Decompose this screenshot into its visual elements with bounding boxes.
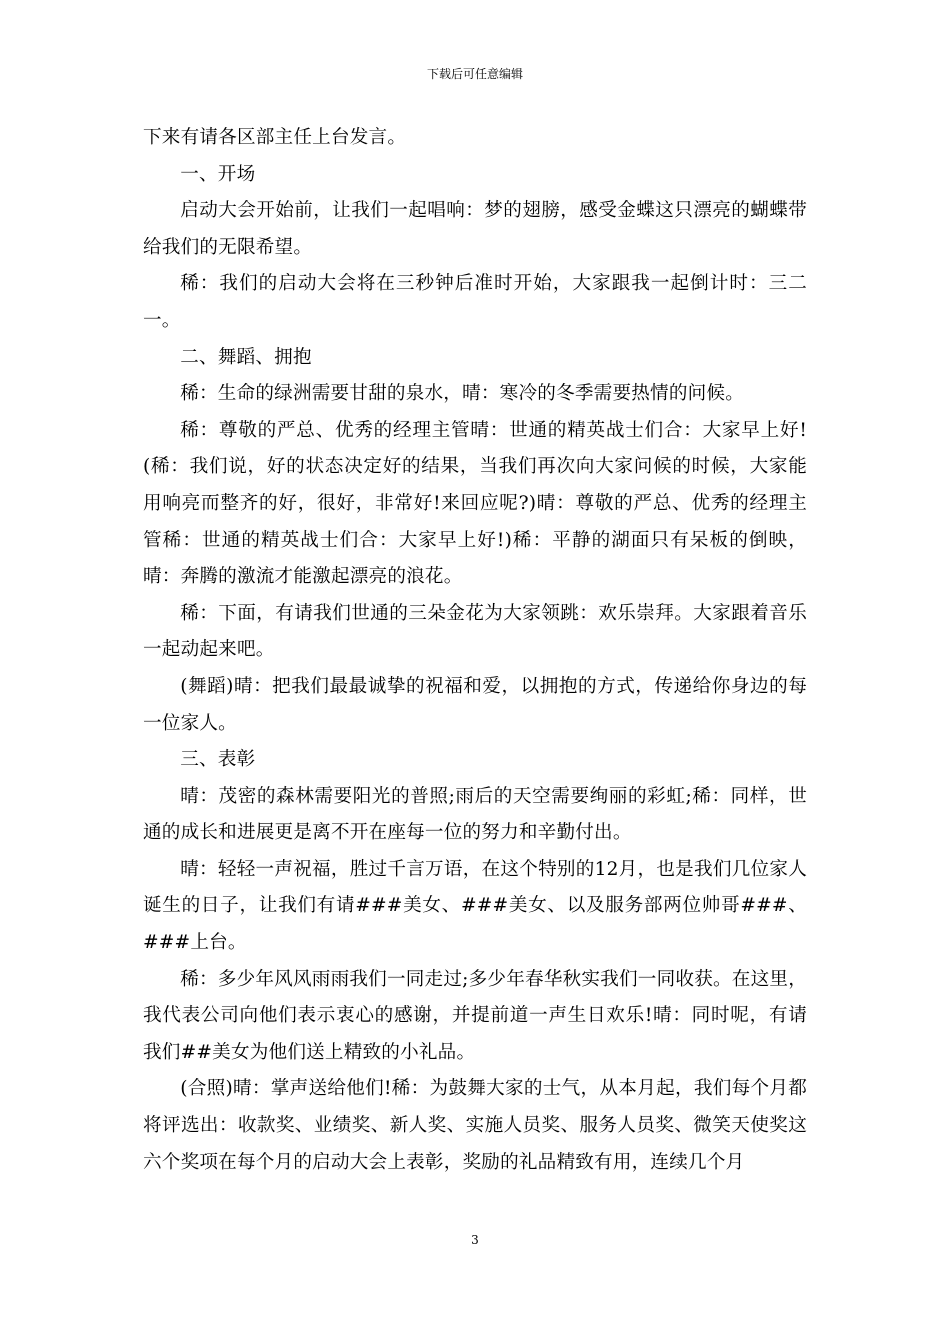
page-header: 下载后可任意编辑 bbox=[426, 67, 523, 81]
paragraph: 稀：生命的绿洲需要甘甜的泉水，晴：寒冷的冬季需要热情的问候。 bbox=[180, 383, 745, 405]
section-heading: 二、舞蹈、拥抱 bbox=[180, 346, 312, 368]
page-number: 3 bbox=[471, 1233, 479, 1247]
paragraph: 晴：轻轻一声祝福，胜过千言万语，在这个特别的12月，也是我们几位家人诞生的日子，让我们有请###美女、###美女、以及服务部两位帅哥###、###上台。 bbox=[143, 858, 807, 954]
paragraph: 稀：下面，有请我们世通的三朵金花为大家领跳：欢乐崇拜。大家跟着音乐一起动起来吧。 bbox=[143, 602, 807, 661]
paragraph: 启动大会开始前，让我们一起唱响：梦的翅膀，感受金蝶这只漂亮的蝴蝶带给我们的无限希望。 bbox=[143, 200, 807, 258]
paragraph: 晴：茂密的森林需要阳光的普照;雨后的天空需要绚丽的彩虹;稀：同样，世通的成长和进展更是离不开在座每一位的努力和辛勤付出。 bbox=[143, 785, 807, 844]
paragraph: 下来有请各区部主任上台发言。 bbox=[143, 127, 407, 148]
document-body bbox=[143, 120, 807, 1181]
paragraph: (合照)晴：掌声送给他们!稀：为鼓舞大家的士气，从本月起，我们每个月都将评选出：收款奖、业绩奖、新人奖、实施人员奖、服务人员奖、微笑天使奖这六个奖项在每个月的启动大会上表彰，奖励的礼品精致有用，连续几个月 bbox=[143, 1078, 807, 1173]
section-heading: 一、开场 bbox=[180, 163, 256, 185]
paragraph: 稀：多少年风风雨雨我们一同走过;多少年春华秋实我们一同收获。在这里，我代表公司向他们表示衷心的感谢，并提前道一声生日欢乐!晴：同时呢，有请我们##美女为他们送上精致的小礼品。 bbox=[143, 968, 807, 1063]
paragraph: 稀：我们的启动大会将在三秒钟后准时开始，大家跟我一起倒计时：三二一。 bbox=[143, 273, 807, 331]
section-heading: 三、表彰 bbox=[180, 749, 256, 771]
paragraph: 稀：尊敬的严总、优秀的经理主管晴：世通的精英战士们合：大家早上好!(稀：我们说，好的状态决定好的结果，当我们再次向大家问候的时候，大家能用响亮而整齐的好，很好，非常好!来回应呢?)晴：尊敬的严总、优秀的经理主管稀：世通的精英战士们合：大家早上好!)稀：平静的湖面只有呆板的倒映，晴：奔腾的激流才能激起漂亮的浪花。 bbox=[143, 419, 807, 588]
paragraph: (舞蹈)晴：把我们最最诚挚的祝福和爱，以拥抱的方式，传递给你身边的每一位家人。 bbox=[143, 675, 807, 734]
